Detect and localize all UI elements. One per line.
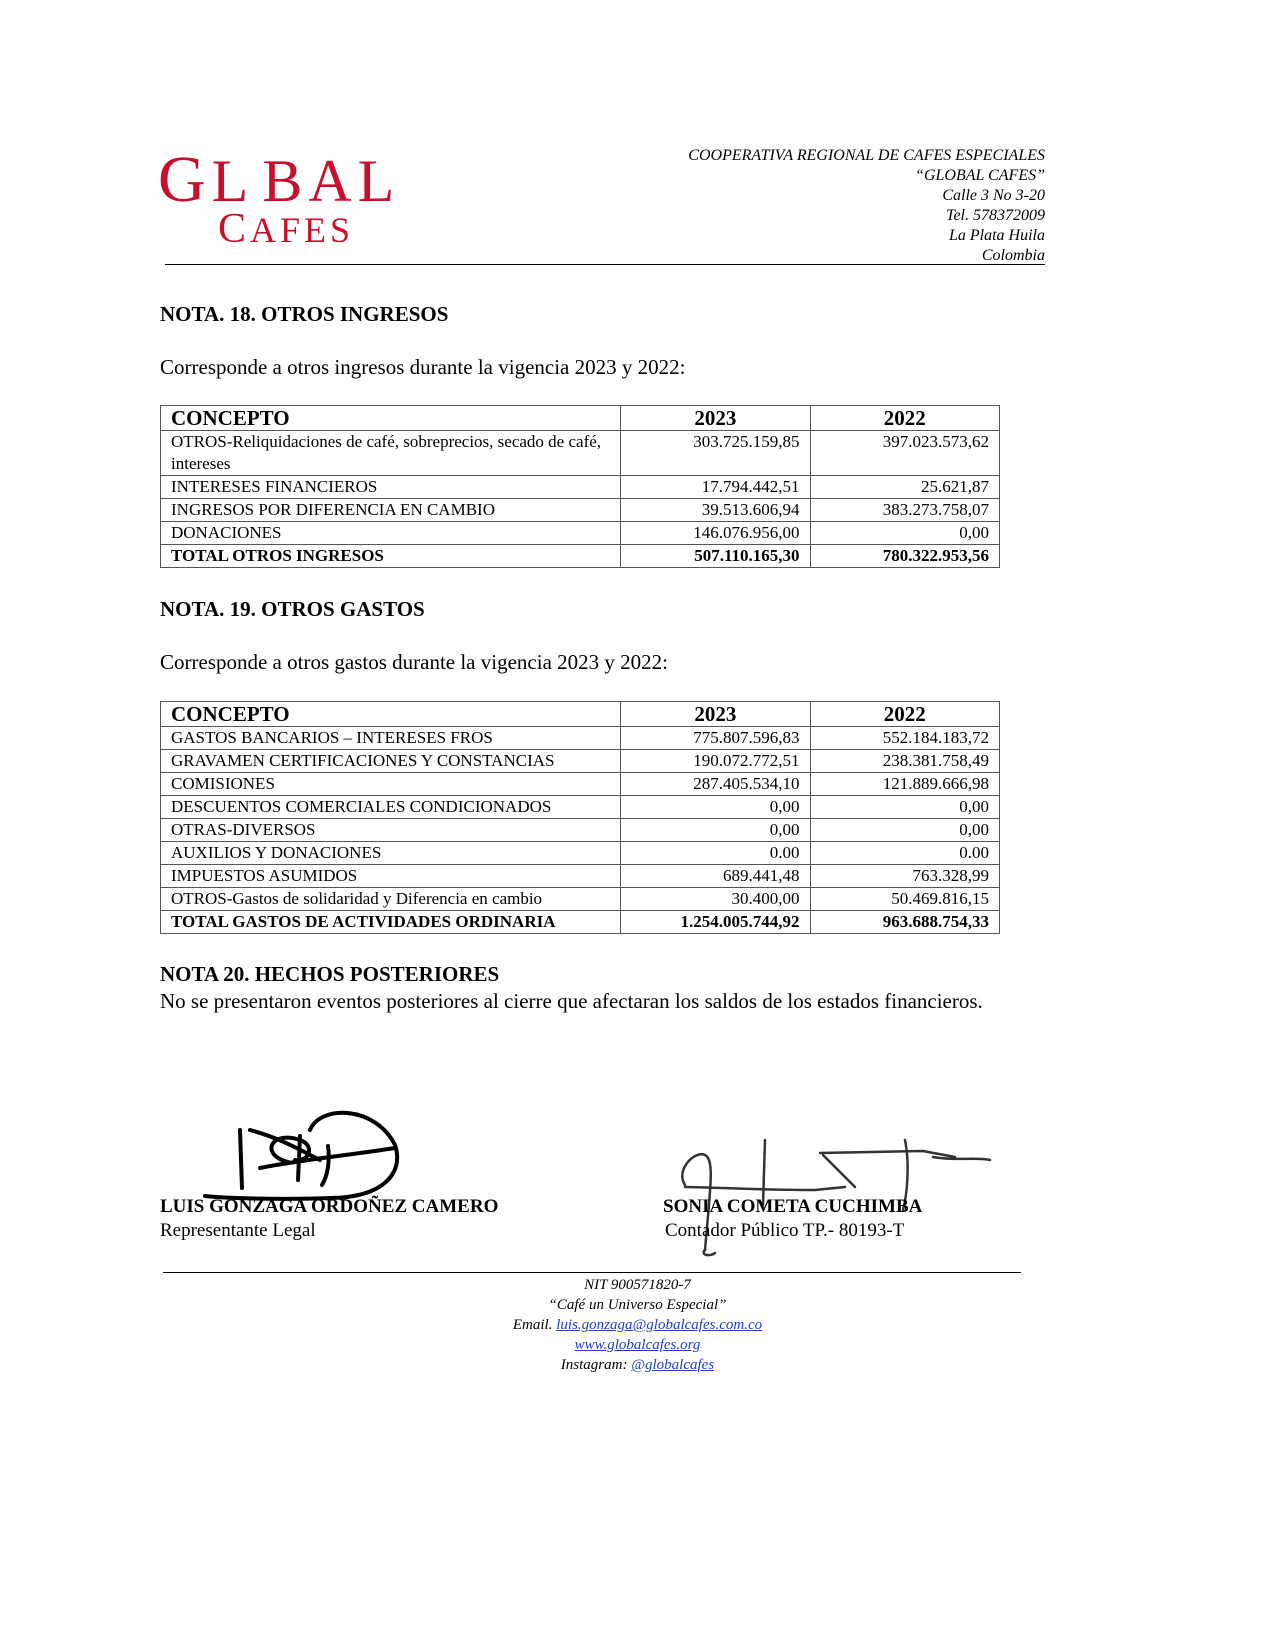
- logo-letters-gl: GL: [158, 143, 255, 216]
- table-row: [161, 499, 1000, 522]
- instagram-link[interactable]: @globalcafes: [631, 1357, 715, 1373]
- column-header-concept: CONCEPTO: [161, 406, 621, 431]
- table-row: [161, 773, 1000, 796]
- concept-cell: OTRAS-DIVERSOS: [161, 819, 621, 842]
- total-2023-cell: 507.110.165,30: [621, 545, 810, 568]
- total-2022-cell: 780.322.953,56: [810, 545, 999, 568]
- value-2022-cell: 50.469.816,15: [810, 888, 999, 911]
- table-total-row: [161, 911, 1000, 934]
- concept-cell: DONACIONES: [161, 522, 621, 545]
- signatory-2-name: SONIA COMETA CUCHIMBA: [663, 1196, 923, 1217]
- table-row: [161, 727, 1000, 750]
- signatory-1-role: Representante Legal: [160, 1220, 316, 1241]
- table-row: [161, 476, 1000, 499]
- table-row: [161, 750, 1000, 773]
- note-20-body: No se presentaron eventos posteriores al cierre que afectaran los saldos de los estados financieros.: [160, 989, 983, 1013]
- footer-instagram-line: [0, 1355, 1275, 1375]
- value-2022-cell: 0.00: [810, 842, 999, 865]
- column-header-concept: CONCEPTO: [161, 702, 621, 727]
- column-header-2023: 2023: [621, 406, 810, 431]
- logo-letters-bal: BAL: [262, 147, 401, 214]
- table-header-row: [161, 406, 1000, 431]
- column-header-2022: 2022: [810, 406, 999, 431]
- table-total-row: [161, 545, 1000, 568]
- table-row: [161, 819, 1000, 842]
- total-2022-cell: 963.688.754,33: [810, 911, 999, 934]
- header-divider: [165, 264, 1045, 265]
- address-line: Calle 3 No 3-20: [942, 187, 1045, 204]
- total-label-cell: TOTAL OTROS INGRESOS: [161, 545, 621, 568]
- value-2022-cell: 238.381.758,49: [810, 750, 999, 773]
- email-label: Email.: [512, 1317, 557, 1333]
- table-row: [161, 888, 1000, 911]
- concept-cell: INGRESOS POR DIFERENCIA EN CAMBIO: [161, 499, 621, 522]
- total-label-cell: TOTAL GASTOS DE ACTIVIDADES ORDINARIA: [161, 911, 621, 934]
- concept-cell: INTERESES FINANCIEROS: [161, 476, 621, 499]
- value-2023-cell: 39.513.606,94: [621, 499, 810, 522]
- note-20-title: NOTA 20. HECHOS POSTERIORES: [160, 962, 500, 986]
- value-2023-cell: 689.441,48: [621, 865, 810, 888]
- table-row: [161, 522, 1000, 545]
- table-row: [161, 865, 1000, 888]
- address-line: La Plata Huila: [948, 227, 1045, 244]
- page-footer: [0, 1275, 1275, 1375]
- footer-email-line: [0, 1315, 1275, 1335]
- table-row: [161, 842, 1000, 865]
- note-19-title: NOTA. 19. OTROS GASTOS: [160, 597, 425, 621]
- signatory-1-name: LUIS GONZAGA ORDOÑEZ CAMERO: [160, 1196, 499, 1217]
- address-line: “GLOBAL CAFES”: [915, 167, 1045, 184]
- website-link[interactable]: www.globalcafes.org: [574, 1337, 701, 1353]
- footer-website-line: [0, 1335, 1275, 1355]
- concept-cell: GASTOS BANCARIOS – INTERESES FROS: [161, 727, 621, 750]
- value-2022-cell: 0,00: [810, 819, 999, 842]
- signature-legal-rep-icon: [200, 1100, 410, 1210]
- footer-divider: [163, 1272, 1021, 1273]
- logo-subtitle: CAFES: [218, 206, 355, 252]
- company-address: [688, 146, 1045, 266]
- value-2022-cell: 121.889.666,98: [810, 773, 999, 796]
- value-2023-cell: 0.00: [621, 842, 810, 865]
- value-2022-cell: 25.621,87: [810, 476, 999, 499]
- value-2022-cell: 763.328,99: [810, 865, 999, 888]
- address-line: Tel. 578372009: [946, 207, 1045, 224]
- concept-cell: DESCUENTOS COMERCIALES CONDICIONADOS: [161, 796, 621, 819]
- logo-wordmark: [158, 143, 401, 216]
- value-2023-cell: 303.725.159,85: [621, 431, 810, 476]
- column-header-2023: 2023: [621, 702, 810, 727]
- concept-cell: AUXILIOS Y DONACIONES: [161, 842, 621, 865]
- value-2023-cell: 30.400,00: [621, 888, 810, 911]
- value-2022-cell: 397.023.573,62: [810, 431, 999, 476]
- concept-cell: IMPUESTOS ASUMIDOS: [161, 865, 621, 888]
- concept-cell: COMISIONES: [161, 773, 621, 796]
- concept-cell: OTROS-Gastos de solidaridad y Diferencia en cambio: [161, 888, 621, 911]
- table-row: [161, 431, 1000, 476]
- other-expenses-table: [160, 701, 1000, 934]
- email-link[interactable]: luis.gonzaga@globalcafes.com.co: [556, 1317, 763, 1333]
- note-19-intro: Corresponde a otros gastos durante la vigencia 2023 y 2022:: [160, 650, 668, 674]
- instagram-label: Instagram:: [560, 1357, 632, 1373]
- concept-cell: OTROS-Reliquidaciones de café, sobreprecios, secado de café, intereses: [161, 431, 621, 476]
- signatory-2-role: Contador Público TP.- 80193-T: [665, 1220, 905, 1241]
- value-2022-cell: 552.184.183,72: [810, 727, 999, 750]
- value-2023-cell: 190.072.772,51: [621, 750, 810, 773]
- value-2023-cell: 0,00: [621, 796, 810, 819]
- value-2023-cell: 287.405.534,10: [621, 773, 810, 796]
- value-2023-cell: 17.794.442,51: [621, 476, 810, 499]
- value-2023-cell: 146.076.956,00: [621, 522, 810, 545]
- note-18-intro: Corresponde a otros ingresos durante la vigencia 2023 y 2022:: [160, 355, 686, 379]
- column-header-2022: 2022: [810, 702, 999, 727]
- value-2023-cell: 0,00: [621, 819, 810, 842]
- value-2022-cell: 383.273.758,07: [810, 499, 999, 522]
- footer-nit: NIT 900571820-7: [584, 1277, 691, 1293]
- note-18-title: NOTA. 18. OTROS INGRESOS: [160, 302, 449, 326]
- table-header-row: [161, 702, 1000, 727]
- company-logo: [158, 143, 401, 252]
- address-line: Colombia: [981, 247, 1045, 264]
- address-line: COOPERATIVA REGIONAL DE CAFES ESPECIALES: [688, 147, 1045, 164]
- footer-slogan: “Café un Universo Especial”: [548, 1297, 727, 1313]
- total-2023-cell: 1.254.005.744,92: [621, 911, 810, 934]
- other-income-table: [160, 405, 1000, 568]
- value-2022-cell: 0,00: [810, 796, 999, 819]
- concept-cell: GRAVAMEN CERTIFICACIONES Y CONSTANCIAS: [161, 750, 621, 773]
- value-2023-cell: 775.807.596,83: [621, 727, 810, 750]
- table-row: [161, 796, 1000, 819]
- value-2022-cell: 0,00: [810, 522, 999, 545]
